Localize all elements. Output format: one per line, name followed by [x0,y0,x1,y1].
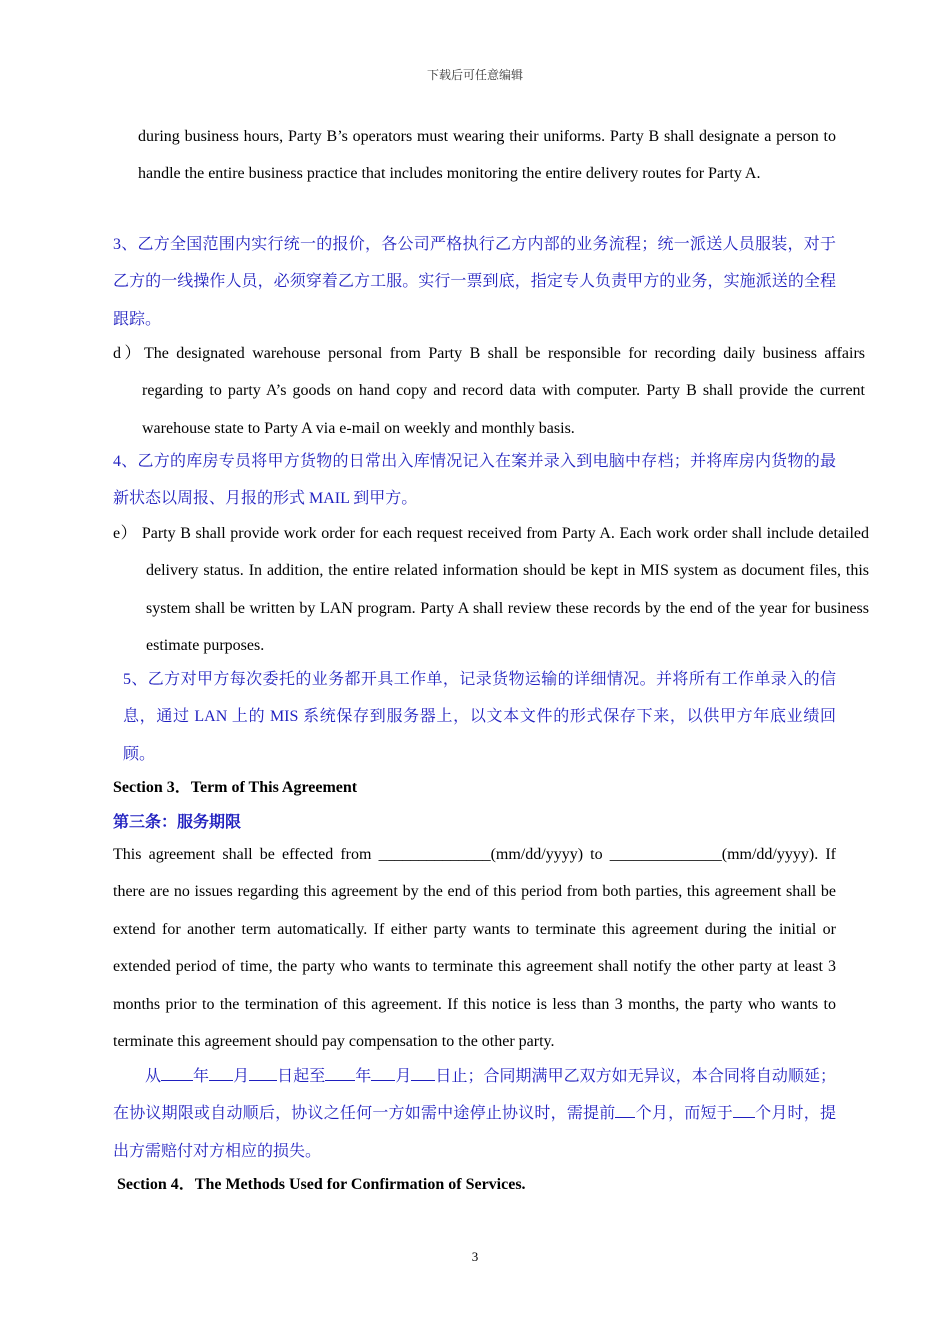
term-text-7: 日止；合同期满甲乙双方如无异议，本合同将自动顺延；在协议期限或自动顺后，协议之任何一方如需中途停止协议时，需提前 [113,1068,836,1123]
blank-day-start [249,1064,277,1081]
blank-month-end [371,1064,395,1081]
section-3-heading-chinese: 第三条：服务期限 [113,814,242,831]
term-text-6: 月 [395,1068,412,1085]
term-english: This agreement shall be effected from ______________(mm/dd/yyyy) to ______________(mm/dd/yyyy). If there are no issues regarding this agreement by the end of this period from both parties, this agreement shall be extend for another term automatically. If either party wants to terminate this agreement during the initial or extended period of time, the party who wants to terminate this agreement shall notify the other party at least 3 months prior to the termination of this agreement. If this notice is less than 3 months, the party who wants to terminate this agreement should pay compensation to the other party. [113,846,836,1051]
blank-short-months [733,1101,755,1118]
term-text-4: 日起至 [277,1068,326,1085]
blank-year-end [325,1064,355,1081]
term-text-8: 个月，而短于 [635,1105,733,1123]
term-text-9: 个月时，提出方需赔付对方相应的损失。 [113,1105,836,1160]
blank-notice-months [615,1101,635,1118]
blank-year-start [161,1064,193,1081]
term-chinese [113,1058,836,1170]
blank-month-start [209,1064,233,1081]
page-number: 3 [471,1249,479,1264]
clause-e: e） Party B shall provide work order for each request received from Party A. Each work order shall include detailed delivery status. In addition, the entire related information should be kept in MIS system as document files, this system shall be written by LAN program. Party A shall review these records by the end of the year for business estimate purposes. [113,525,869,655]
clause-4-chinese: 4、乙方的库房专员将甲方货物的日常出入库情况记入在案并录入到电脑中存档；并将库房内货物的最新状态以周报、月报的形式 MAIL 到甲方。 [113,453,836,508]
section-4-heading: Section 4．The Methods Used for Confirmation of Services. [117,1176,526,1193]
term-text-1: 从 [145,1068,162,1085]
term-text-5: 年 [355,1068,372,1085]
clause-5-chinese: 5、乙方对甲方每次委托的业务都开具工作单，记录货物运输的详细情况。并将所有工作单录入的信息，通过 LAN 上的 MIS 系统保存到服务器上，以文本文件的形式保存下来，以供甲方年底业绩回顾。 [123,671,836,763]
clause-3-chinese: 3、乙方全国范围内实行统一的报价，各公司严格执行乙方内部的业务流程；统一派送人员服装，对于乙方的一线操作人员，必须穿着乙方工服。实行一票到底，指定专人负责甲方的业务，实施派送的全程跟踪。 [113,236,836,328]
section-3-heading: Section 3．Term of This Agreement [113,779,358,796]
term-text-2: 年 [193,1068,210,1085]
blank-day-end [411,1064,435,1081]
clause-d: d）The designated warehouse personal from Party B shall be responsible for recording daily business affairs regarding to party A’s goods on hand copy and record data with computer. Party B shall provide the current warehouse state to Party A via e-mail on weekly and monthly basis. [113,345,865,437]
clause-c-continuation: during business hours, Party B’s operators must wearing their uniforms. Party B shall designate a person to handle the entire business practice that includes monitoring the entire delivery routes for Party A. [138,128,836,183]
term-text-3: 月 [233,1068,250,1085]
page-header: 下载后可任意编辑 [426,68,523,82]
